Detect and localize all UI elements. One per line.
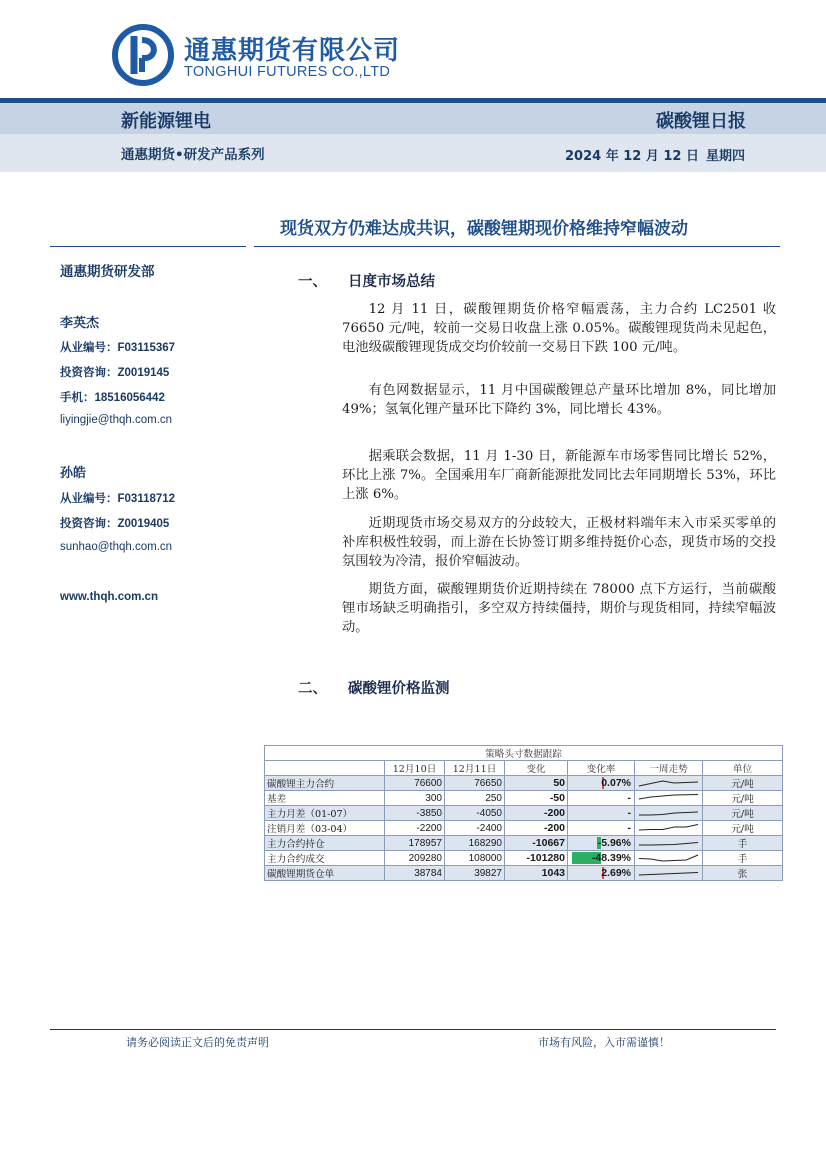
analyst-license: 从业编号：F03115367 (60, 340, 176, 354)
table-row (265, 866, 783, 881)
cell-prev: -2200 (385, 821, 445, 836)
row-name: 碳酸锂主力合约 (265, 776, 385, 791)
risk-warning: 市场有风险，入市需谨慎！ (538, 1036, 670, 1049)
cell-curr: 250 (445, 791, 505, 806)
cell-change: -200 (505, 806, 568, 821)
cell-change-rate: - (568, 791, 635, 806)
analyst-phone: 手机：18516056442 (60, 390, 165, 404)
trend-line (639, 781, 698, 786)
column-header: 12月10日 (385, 761, 445, 776)
cell-change: -101280 (505, 851, 568, 866)
section-heading: 二、 碳酸锂价格监测 (298, 680, 450, 697)
subtitle-band (0, 134, 826, 172)
cell-curr: 39827 (445, 866, 505, 881)
section-heading: 一、 日度市场总结 (298, 273, 435, 290)
report-series: 通惠期货•研发产品系列 (121, 147, 265, 163)
analyst-name: 孙皓 (60, 466, 87, 481)
trend-line (639, 795, 698, 800)
company-name-en: TONGHUI FUTURES CO.,LTD (184, 64, 391, 80)
table-row (265, 851, 783, 866)
table-row (265, 776, 783, 791)
report-weekday: 星期四 (706, 149, 746, 164)
cell-unit: 元/吨 (703, 776, 783, 791)
table-row (265, 791, 783, 806)
paragraph: 有色网数据显示，11 月中国碳酸锂总产量环比增加 8%，同比增加 49%；氢氧化锂产量环比下降约 3%，同比增长 43%。 (342, 383, 776, 417)
trend-line (639, 855, 698, 861)
report-date: 2024 年 12 月 12 日 (565, 149, 699, 164)
table-row (265, 836, 783, 851)
table-header-row (265, 761, 783, 776)
trend-sparkline (635, 821, 703, 836)
title-divider (254, 246, 780, 247)
cell-change: 1043 (505, 866, 568, 881)
company-logo (112, 22, 432, 90)
cell-change: -10667 (505, 836, 568, 851)
trend-line (639, 873, 698, 876)
logo-mark-icon (112, 24, 174, 86)
cell-change-rate: -5.96% (568, 836, 635, 851)
footer-divider (50, 1029, 776, 1030)
cell-prev: 76600 (385, 776, 445, 791)
cell-change: -200 (505, 821, 568, 836)
title-band (0, 98, 826, 134)
column-header (265, 761, 385, 776)
cell-unit: 张 (703, 866, 783, 881)
cell-prev: -3850 (385, 806, 445, 821)
trend-sparkline (635, 791, 703, 806)
cell-unit: 元/吨 (703, 821, 783, 836)
paragraph: 近期现货市场交易双方的分歧较大，正极材料端年末入市采买零单的补库积极性较弱，而上游在长协签订期多维持挺价心态，现货市场的交投氛围较为冷清，报价窄幅波动。 (342, 516, 776, 569)
disclaimer-note: 请务必阅读正文后的免责声明 (126, 1036, 269, 1049)
column-header: 变化率 (568, 761, 635, 776)
report-type: 碳酸锂日报 (656, 111, 746, 132)
column-header: 单位 (703, 761, 783, 776)
column-header: 一周走势 (635, 761, 703, 776)
cell-curr: 168290 (445, 836, 505, 851)
column-header: 变化 (505, 761, 568, 776)
cell-curr: 108000 (445, 851, 505, 866)
paragraph: 期货方面，碳酸锂期货价近期持续在 78000 点下方运行，当前碳酸锂市场缺乏明确指引，多空双方持续僵持，期价与现货相同，持续窄幅波动。 (342, 582, 776, 635)
trend-line (639, 812, 698, 815)
cell-change-rate: 2.69% (568, 866, 635, 881)
website-link[interactable]: www.thqh.com.cn (60, 591, 158, 603)
column-header: 12月11日 (445, 761, 505, 776)
cell-prev: 38784 (385, 866, 445, 881)
row-name: 主力合约持仓 (265, 836, 385, 851)
price-monitor-table (264, 745, 783, 881)
report-category: 新能源锂电 (121, 111, 211, 132)
cell-prev: 209280 (385, 851, 445, 866)
page-title: 现货双方仍难达成共识，碳酸锂期现价格维持窄幅波动 (280, 219, 688, 239)
row-name: 注销月差（03-04） (265, 821, 385, 836)
table-row (265, 821, 783, 836)
department-name: 通惠期货研发部 (60, 264, 155, 280)
analyst-consult: 投资咨询：Z0019145 (60, 365, 170, 379)
table-row (265, 806, 783, 821)
cell-curr: -2400 (445, 821, 505, 836)
paragraph: 12 月 11 日，碳酸锂期货价格窄幅震荡，主力合约 LC2501 收 76650 元/吨，较前一交易日收盘上涨 0.05%。碳酸锂现货尚未见起色，电池级碳酸锂现货成交均价较前一交易日下跌 100 元/吨。 (342, 302, 776, 355)
trend-sparkline (635, 836, 703, 851)
cell-unit: 手 (703, 836, 783, 851)
trend-line (639, 843, 698, 846)
cell-curr: -4050 (445, 806, 505, 821)
analyst-license: 从业编号：F03118712 (60, 491, 176, 505)
trend-sparkline (635, 866, 703, 881)
trend-sparkline (635, 851, 703, 866)
paragraph: 据乘联会数据，11 月 1-30 日，新能源车市场零售同比增长 52%，环比上涨 7%。全国乘用车厂商新能源批发同比去年同期增长 53%，环比上涨 6%。 (342, 449, 776, 502)
cell-prev: 300 (385, 791, 445, 806)
cell-prev: 178957 (385, 836, 445, 851)
cell-change: 50 (505, 776, 568, 791)
cell-unit: 元/吨 (703, 791, 783, 806)
company-name-cn: 通惠期货有限公司 (184, 36, 401, 66)
cell-curr: 76650 (445, 776, 505, 791)
analyst-email-link[interactable]: sunhao@thqh.com.cn (60, 541, 173, 553)
cell-change-rate: 0.07% (568, 776, 635, 791)
analyst-consult: 投资咨询：Z0019405 (60, 516, 170, 530)
analyst-email-link[interactable]: liyingjie@thqh.com.cn (60, 414, 173, 426)
trend-sparkline (635, 806, 703, 821)
row-name: 主力月差（01-07） (265, 806, 385, 821)
cell-change-rate: - (568, 821, 635, 836)
row-name: 碳酸锂期货仓单 (265, 866, 385, 881)
cell-change: -50 (505, 791, 568, 806)
trend-sparkline (635, 776, 703, 791)
trend-line (639, 825, 698, 831)
analyst-name: 李英杰 (60, 316, 100, 331)
cell-unit: 手 (703, 851, 783, 866)
cell-change-rate: - (568, 806, 635, 821)
row-name: 主力合约成交 (265, 851, 385, 866)
cell-unit: 元/吨 (703, 806, 783, 821)
row-name: 基差 (265, 791, 385, 806)
cell-change-rate: -48.39% (568, 851, 635, 866)
sidebar-divider (50, 246, 246, 247)
table-caption: 策略头寸数据跟踪 (265, 746, 783, 761)
